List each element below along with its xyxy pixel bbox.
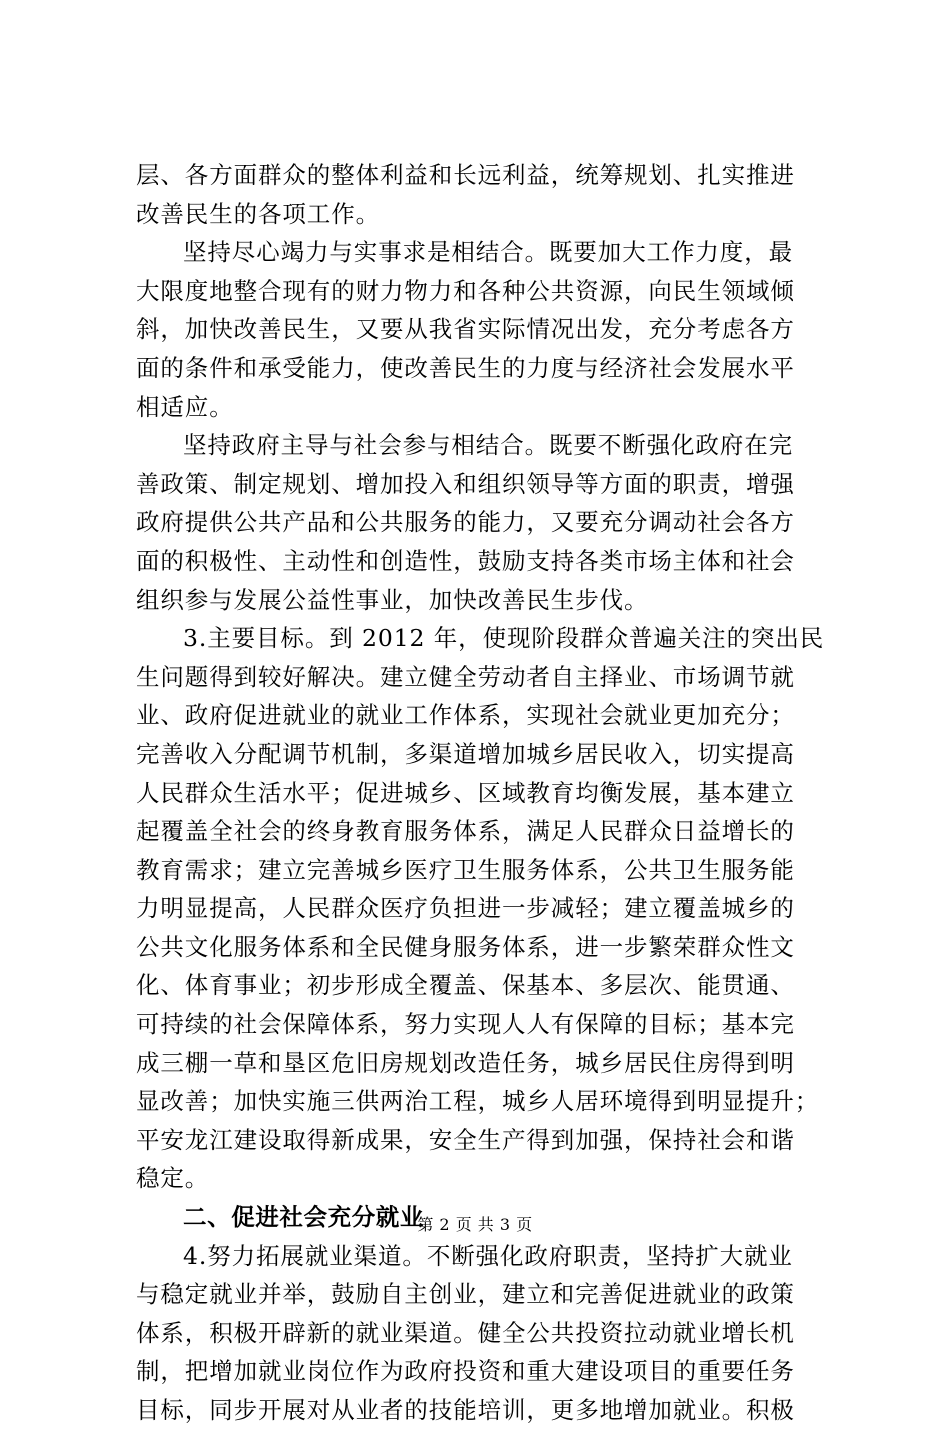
text-line: 斜，加快改善民生，又要从我省实际情况出发，充分考虑各方	[136, 315, 795, 344]
text-line: 面的积极性、主动性和创造性，鼓励支持各类市场主体和社会	[136, 546, 795, 575]
text-line: 体系，积极开辟新的就业渠道。健全公共投资拉动就业增长机	[136, 1318, 795, 1347]
text-line: 大限度地整合现有的财力物力和各种公共资源，向民生领域倾	[136, 276, 795, 305]
section-heading: 二、促进社会充分就业	[183, 1203, 424, 1232]
paragraph-first-line: 坚持尽心竭力与实事求是相结合。既要加大工作力度，最	[183, 238, 793, 267]
text-line: 教育需求；建立完善城乡医疗卫生服务体系，公共卫生服务能	[136, 855, 795, 884]
text-line: 力明显提高，人民群众医疗负担进一步减轻；建立覆盖城乡的	[136, 894, 795, 923]
text-line: 完善收入分配调节机制，多渠道增加城乡居民收入，切实提高	[136, 739, 795, 768]
text-line: 业、政府促进就业的就业工作体系，实现社会就业更加充分；	[136, 701, 795, 730]
page-footer: 第 2 页 共 3 页	[417, 1215, 533, 1234]
paragraph-first-line: 4.努力拓展就业渠道。不断强化政府职责，坚持扩大就业	[183, 1241, 793, 1270]
document-body	[136, 156, 832, 1430]
text-line: 显改善；加快实施三供两治工程，城乡人居环境得到明显提升；	[136, 1087, 820, 1116]
text-line: 成三棚一草和垦区危旧房规划改造任务，城乡居民住房得到明	[136, 1048, 795, 1077]
text-line: 政府提供公共产品和公共服务的能力，又要充分调动社会各方	[136, 508, 795, 537]
text-line: 面的条件和承受能力，使改善民生的力度与经济社会发展水平	[136, 353, 795, 382]
text-line: 改善民生的各项工作。	[136, 199, 380, 228]
text-line: 善政策、制定规划、增加投入和组织领导等方面的职责，增强	[136, 469, 795, 498]
paragraph-first-line: 坚持政府主导与社会参与相结合。既要不断强化政府在完	[183, 431, 793, 460]
text-line: 相适应。	[136, 392, 234, 421]
text-line: 化、体育事业；初步形成全覆盖、保基本、多层次、能贯通、	[136, 971, 795, 1000]
text-line: 稳定。	[136, 1164, 210, 1193]
text-line: 生问题得到较好解决。建立健全劳动者自主择业、市场调节就	[136, 662, 795, 691]
paragraph-first-line: 3.主要目标。到 2012 年，使现阶段群众普遍关注的突出民	[183, 624, 825, 653]
text-line: 层、各方面群众的整体利益和长远利益，统筹规划、扎实推进	[136, 161, 795, 189]
text-line: 与稳定就业并举，鼓励自主创业，建立和完善促进就业的政策	[136, 1280, 795, 1309]
text-line: 人民群众生活水平；促进城乡、区域教育均衡发展，基本建立	[136, 778, 795, 807]
text-line: 起覆盖全社会的终身教育服务体系，满足人民群众日益增长的	[136, 817, 795, 846]
text-line: 可持续的社会保障体系，努力实现人人有保障的目标；基本完	[136, 1010, 795, 1039]
text-line: 目标，同步开展对从业者的技能培训，更多地增加就业。积极	[136, 1396, 795, 1424]
text-line: 制，把增加就业岗位作为政府投资和重大建设项目的重要任务	[136, 1357, 795, 1386]
text-line: 组织参与发展公益性事业，加快改善民生步伐。	[136, 585, 649, 614]
text-line: 平安龙江建设取得新成果，安全生产得到加强，保持社会和谐	[136, 1125, 795, 1154]
text-line: 公共文化服务体系和全民健身服务体系，进一步繁荣群众性文	[136, 932, 795, 961]
